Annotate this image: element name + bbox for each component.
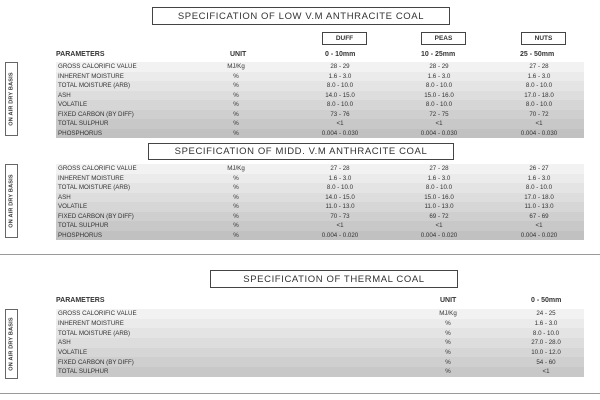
table-row	[56, 62, 584, 72]
param-cell: GROSS CALORIFIC VALUE	[58, 165, 137, 173]
table-row	[56, 348, 584, 358]
unit-cell: %	[233, 101, 239, 109]
table-row	[56, 129, 584, 139]
unit-cell: %	[233, 120, 239, 128]
value-cell-nuts: <1	[535, 120, 543, 128]
param-cell: ASH	[58, 91, 71, 99]
value-cell-duff: 1.6 - 3.0	[328, 72, 352, 80]
unit-cell: %	[445, 368, 451, 376]
value-cell-duff: <1	[336, 120, 344, 128]
value-cell-duff: 0.004 - 0.020	[321, 231, 359, 239]
value-cell: <1	[542, 368, 550, 376]
unit-cell: %	[445, 329, 451, 337]
value-cell-peas: <1	[435, 222, 443, 230]
table-row	[56, 231, 584, 241]
param-cell: VOLATILE	[58, 203, 88, 211]
value-cell-nuts: 1.6 - 3.0	[527, 72, 551, 80]
value-cell-duff: 11.0 - 13.0	[325, 203, 355, 211]
divider	[0, 254, 600, 255]
value-cell-nuts: 26 - 27	[529, 165, 549, 173]
value-cell-nuts: 1.6 - 3.0	[527, 174, 551, 182]
param-cell: TOTAL SULPHUR	[58, 222, 109, 230]
unit-cell: %	[445, 358, 451, 366]
unit-cell: %	[233, 193, 239, 201]
parameters-header: PARAMETERS	[56, 297, 105, 304]
side-label: ON AIR DRY BASIS	[8, 72, 15, 126]
value-cell-nuts: 8.0 - 10.0	[525, 82, 553, 90]
value-cell-nuts: 67 - 69	[529, 212, 549, 220]
side-label-box	[5, 62, 18, 136]
table-row	[56, 319, 584, 329]
section3-title: SPECIFICATION OF THERMAL COAL	[210, 270, 458, 288]
value-cell-duff: 70 - 73	[330, 212, 350, 220]
param-cell: INHERENT MOISTURE	[58, 174, 124, 182]
side-label: ON AIR DRY BASIS	[8, 174, 15, 228]
value-cell-peas: 15.0 - 16.0	[424, 193, 454, 201]
table-row	[56, 338, 584, 348]
param-cell: TOTAL SULPHUR	[58, 120, 109, 128]
side-label-box	[5, 164, 18, 238]
value-cell-duff: 27 - 28	[330, 165, 350, 173]
value-cell-peas: <1	[435, 120, 443, 128]
value-cell-duff: 0.004 - 0.030	[321, 129, 359, 137]
value-cell-nuts: 0.004 - 0.020	[520, 231, 558, 239]
table-row	[56, 193, 584, 203]
value-cell-nuts: <1	[535, 222, 543, 230]
range-header: 0 - 50mm	[531, 297, 562, 304]
table-row	[56, 357, 584, 367]
value-cell-peas: 69 - 72	[429, 212, 449, 220]
table-row	[56, 202, 584, 212]
value-cell-peas: 1.6 - 3.0	[427, 72, 451, 80]
unit-cell: %	[233, 82, 239, 90]
spec-table-thermal	[56, 309, 584, 377]
unit-cell: %	[233, 129, 239, 137]
value-cell-duff: 8.0 - 10.0	[326, 184, 354, 192]
value-cell: 27.0 - 28.0	[531, 339, 561, 347]
column-header-duff: DUFF	[322, 32, 367, 45]
value-cell: 24 - 25	[536, 310, 556, 318]
table-row	[56, 309, 584, 319]
range-header-nuts: 25 - 50mm	[520, 51, 555, 58]
value-cell-duff: 1.6 - 3.0	[328, 174, 352, 182]
unit-cell: %	[445, 349, 451, 357]
table-row	[56, 212, 584, 222]
param-cell: INHERENT MOISTURE	[58, 320, 124, 328]
table-row	[56, 100, 584, 110]
value-cell-duff: 73 - 76	[330, 110, 350, 118]
value-cell-duff: 8.0 - 10.0	[326, 82, 354, 90]
unit-cell: MJ/Kg	[439, 310, 457, 318]
param-cell: VOLATILE	[58, 101, 88, 109]
param-cell: FIXED CARBON (BY DIFF)	[58, 212, 134, 220]
param-cell: GROSS CALORIFIC VALUE	[58, 63, 137, 71]
value-cell-duff: <1	[336, 222, 344, 230]
value-cell-duff: 28 - 29	[330, 63, 350, 71]
value-cell-peas: 28 - 29	[429, 63, 449, 71]
table-row	[56, 72, 584, 82]
spec-table-midd-vm	[56, 164, 584, 240]
param-cell: VOLATILE	[58, 349, 88, 357]
value-cell-duff: 14.0 - 15.0	[325, 193, 355, 201]
table-row	[56, 183, 584, 193]
table-row	[56, 119, 584, 129]
param-cell: FIXED CARBON (BY DIFF)	[58, 110, 134, 118]
unit-cell: %	[445, 339, 451, 347]
value-cell-nuts: 0.004 - 0.030	[520, 129, 558, 137]
value-cell-peas: 8.0 - 10.0	[425, 82, 453, 90]
range-header-duff: 0 - 10mm	[325, 51, 356, 58]
unit-cell: MJ/Kg	[227, 165, 245, 173]
value-cell-nuts: 8.0 - 10.0	[525, 184, 553, 192]
value-cell-peas: 8.0 - 10.0	[425, 184, 453, 192]
param-cell: TOTAL MOISTURE (ARB)	[58, 329, 131, 337]
param-cell: GROSS CALORIFIC VALUE	[58, 310, 137, 318]
divider	[0, 393, 600, 394]
column-header-nuts: NUTS	[521, 32, 566, 45]
unit-cell: %	[233, 231, 239, 239]
value-cell-peas: 0.004 - 0.030	[420, 129, 458, 137]
table-row	[56, 221, 584, 231]
side-label-box	[5, 309, 18, 379]
spec-table-low-vm	[56, 62, 584, 138]
value-cell: 8.0 - 10.0	[532, 329, 560, 337]
unit-cell: %	[233, 174, 239, 182]
unit-cell: MJ/Kg	[227, 63, 245, 71]
value-cell: 54 - 60	[536, 358, 556, 366]
param-cell: PHOSPHORUS	[58, 129, 103, 137]
unit-cell: %	[233, 91, 239, 99]
value-cell-peas: 27 - 28	[429, 165, 449, 173]
param-cell: INHERENT MOISTURE	[58, 72, 124, 80]
value-cell-nuts: 11.0 - 13.0	[524, 203, 554, 211]
table-row	[56, 110, 584, 120]
param-cell: PHOSPHORUS	[58, 231, 103, 239]
table-row	[56, 91, 584, 101]
section2-title: SPECIFICATION OF MIDD. V.M ANTHRACITE COAL	[148, 143, 454, 160]
column-header-peas: PEAS	[421, 32, 466, 45]
value-cell-peas: 0.004 - 0.020	[420, 231, 458, 239]
param-cell: TOTAL MOISTURE (ARB)	[58, 184, 131, 192]
param-cell: TOTAL SULPHUR	[58, 368, 109, 376]
param-cell: ASH	[58, 193, 71, 201]
value-cell-peas: 1.6 - 3.0	[427, 174, 451, 182]
table-row	[56, 81, 584, 91]
value-cell-nuts: 8.0 - 10.0	[525, 101, 553, 109]
value-cell-peas: 72 - 75	[429, 110, 449, 118]
side-label: ON AIR DRY BASIS	[8, 317, 15, 371]
value-cell: 10.0 - 12.0	[531, 349, 561, 357]
table-row	[56, 164, 584, 174]
table-row	[56, 174, 584, 184]
unit-cell: %	[233, 72, 239, 80]
table-row	[56, 367, 584, 377]
unit-cell: %	[233, 184, 239, 192]
unit-header: UNIT	[230, 51, 247, 58]
value-cell-nuts: 70 - 72	[529, 110, 549, 118]
unit-cell: %	[445, 320, 451, 328]
table-row	[56, 328, 584, 338]
value-cell-duff: 14.0 - 15.0	[325, 91, 355, 99]
unit-cell: %	[233, 212, 239, 220]
range-header-peas: 10 - 25mm	[421, 51, 456, 58]
value-cell: 1.6 - 3.0	[534, 320, 558, 328]
parameters-header: PARAMETERS	[56, 51, 105, 58]
param-cell: ASH	[58, 339, 71, 347]
unit-header: UNIT	[440, 297, 457, 304]
param-cell: FIXED CARBON (BY DIFF)	[58, 358, 134, 366]
value-cell-duff: 8.0 - 10.0	[326, 101, 354, 109]
value-cell-nuts: 17.0 - 18.0	[524, 193, 554, 201]
unit-cell: %	[233, 203, 239, 211]
value-cell-peas: 11.0 - 13.0	[424, 203, 454, 211]
section1-title: SPECIFICATION OF LOW V.M ANTHRACITE COAL	[152, 7, 450, 25]
value-cell-nuts: 27 - 28	[529, 63, 549, 71]
unit-cell: %	[233, 222, 239, 230]
value-cell-nuts: 17.0 - 18.0	[524, 91, 554, 99]
param-cell: TOTAL MOISTURE (ARB)	[58, 82, 131, 90]
value-cell-peas: 15.0 - 16.0	[424, 91, 454, 99]
unit-cell: %	[233, 110, 239, 118]
value-cell-peas: 8.0 - 10.0	[425, 101, 453, 109]
